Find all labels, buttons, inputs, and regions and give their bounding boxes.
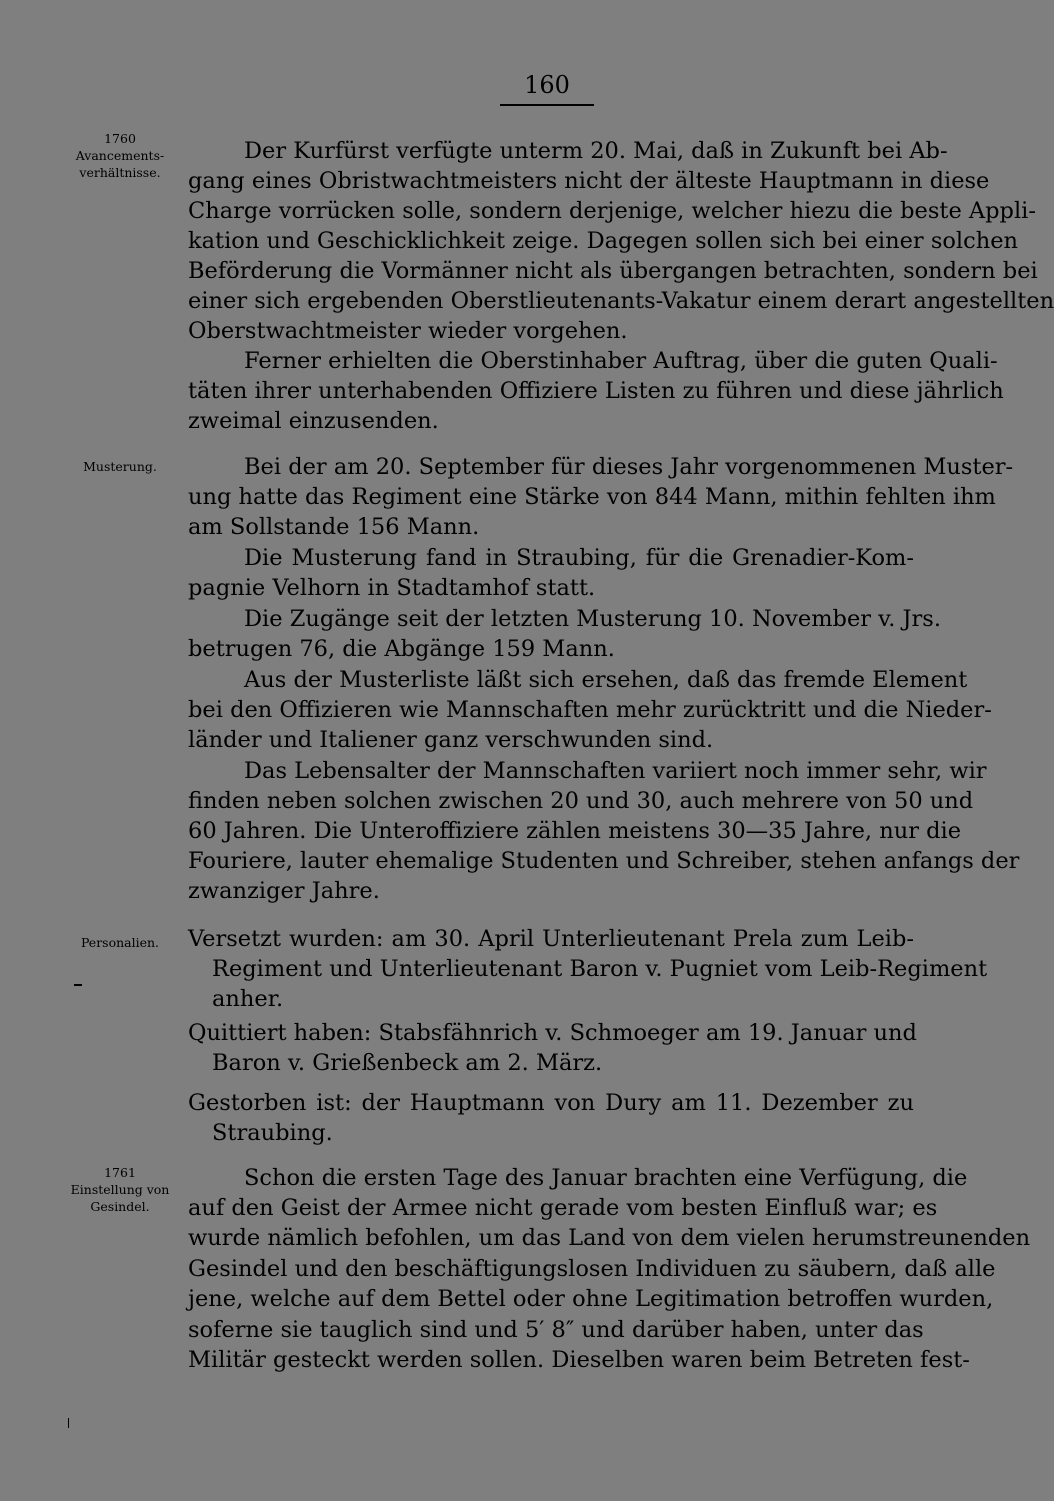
body-line: Aus der Musterliste läßt sich ersehen, daß das fremde Element <box>244 667 968 693</box>
body-line: bei den Offizieren wie Mannschaften mehr zurücktritt und die Nieder- <box>188 697 992 723</box>
body-line: pagnie Velhorn in Stadtamhof statt. <box>188 575 596 601</box>
body-line: Ferner erhielten die Oberstinhaber Auftrag, über die guten Quali- <box>244 348 998 374</box>
body-line: wurde nämlich befohlen, um das Land von dem vielen herumstreunenden <box>188 1225 1031 1251</box>
margin-note-avancements <box>60 130 180 181</box>
margin-note-line: Personalien. <box>80 935 160 950</box>
body-line: Das Lebensalter der Mannschaften variiert noch immer sehr, wir <box>244 758 987 784</box>
margin-note-line: 1760 <box>104 131 136 146</box>
margin-note-line: Einstellung von <box>70 1182 170 1197</box>
body-line: soferne sie tauglich sind und 5′ 8″ und darüber haben, unter das <box>188 1317 924 1343</box>
body-line: Militär gesteckt werden sollen. Dieselben waren beim Betreten fest- <box>188 1347 970 1373</box>
body-line: Gestorben ist: der Hauptmann von Dury am 11. Dezember zu <box>188 1090 914 1116</box>
body-line: Der Kurfürst verfügte unterm 20. Mai, daß in Zukunft bei Ab- <box>244 138 948 164</box>
body-line: Die Musterung fand in Straubing, für die Grenadier-Kom- <box>244 545 914 571</box>
margin-note-line: Avancements- <box>75 148 165 163</box>
body-line: 60 Jahren. Die Unteroffiziere zählen meistens 30—35 Jahre, nur die <box>188 818 962 844</box>
body-line: einer sich ergebenden Oberstlieutenants-Vakatur einem derart angestellten <box>188 288 1054 314</box>
body-line: auf den Geist der Armee nicht gerade vom besten Einfluß war; es <box>188 1195 938 1221</box>
stray-tick-mark <box>68 1418 69 1428</box>
margin-note-line: verhältnisse. <box>79 165 161 180</box>
margin-note-line: Gesindel. <box>90 1199 150 1214</box>
margin-note-line: 1761 <box>104 1165 136 1180</box>
body-line: Beförderung die Vormänner nicht als übergangen betrachten, sondern bei <box>188 258 1038 284</box>
body-line: jene, welche auf dem Bettel oder ohne Legitimation betroffen wurden, <box>188 1286 994 1312</box>
body-line: ung hatte das Regiment eine Stärke von 844 Mann, mithin fehlten ihm <box>188 484 996 510</box>
body-line: zwanziger Jahre. <box>188 878 380 904</box>
body-line: Schon die ersten Tage des Januar brachten eine Verfügung, die <box>244 1165 968 1191</box>
body-line: Gesindel und den beschäftigungslosen Individuen zu säubern, daß alle <box>188 1256 996 1282</box>
page-number: 160 <box>524 71 570 99</box>
body-line: Charge vorrücken solle, sondern derjenige, welcher hiezu die beste Appli- <box>188 198 1036 224</box>
body-line: Baron v. Grießenbeck am 2. März. <box>212 1050 603 1076</box>
body-line: Bei der am 20. September für dieses Jahr vorgenommenen Muster- <box>244 454 1014 480</box>
body-line: anher. <box>212 986 284 1012</box>
body-line: täten ihrer unterhabenden Offiziere Listen zu führen und diese jährlich <box>188 378 1004 404</box>
body-line: Versetzt wurden: am 30. April Unterlieutenant Prela zum Leib- <box>188 926 914 952</box>
body-line: Regiment und Unterlieutenant Baron v. Pugniet vom Leib-Regiment <box>212 956 988 982</box>
body-line: zweimal einzusenden. <box>188 408 439 434</box>
margin-note-musterung <box>60 458 180 475</box>
body-line: gang eines Obristwachtmeisters nicht der älteste Hauptmann in diese <box>188 168 990 194</box>
body-line: Die Zugänge seit der letzten Musterung 10. November v. Jrs. <box>244 606 941 632</box>
body-line: kation und Geschicklichkeit zeige. Dagegen sollen sich bei einer solchen <box>188 228 1019 254</box>
body-line: betrugen 76, die Abgänge 159 Mann. <box>188 636 615 662</box>
body-line: am Sollstande 156 Mann. <box>188 514 480 540</box>
margin-note-einstellung <box>60 1164 180 1215</box>
body-line: Fouriere, lauter ehemalige Studenten und Schreiber, stehen anfangs der <box>188 848 1020 874</box>
body-line: Quittiert haben: Stabsfähnrich v. Schmoeger am 19. Januar und <box>188 1020 917 1046</box>
stray-dash-mark <box>74 984 82 986</box>
margin-note-personalien <box>60 934 180 951</box>
body-line: Straubing. <box>212 1120 333 1146</box>
page-number-rule <box>500 104 594 106</box>
body-line: finden neben solchen zwischen 20 und 30, auch mehrere von 50 und <box>188 788 974 814</box>
margin-note-line: Musterung. <box>83 459 157 474</box>
body-line: länder und Italiener ganz verschwunden sind. <box>188 727 714 753</box>
body-line: Oberstwachtmeister wieder vorgehen. <box>188 318 628 344</box>
